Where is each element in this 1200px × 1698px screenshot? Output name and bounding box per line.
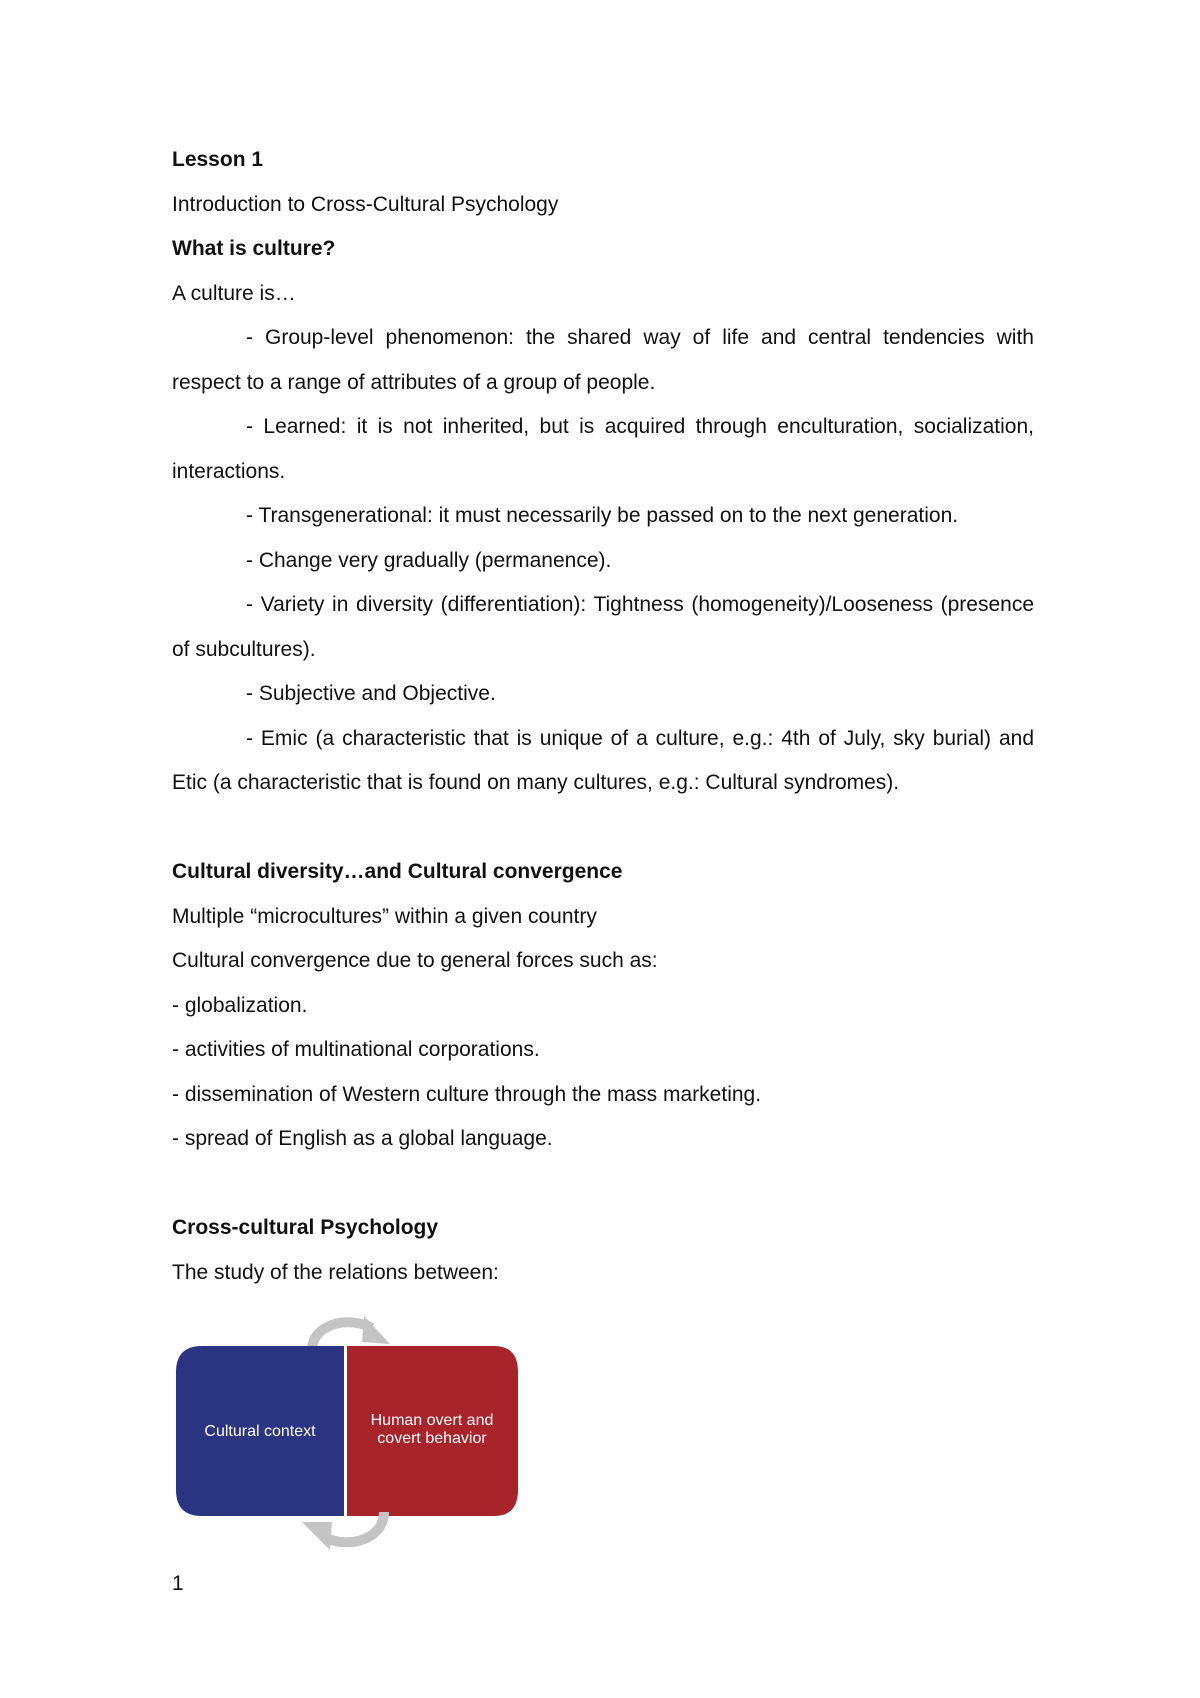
list-item: - Group-level phenomenon: the shared way of life and central tendencies with respect to a range of attributes of a group of people. [172, 326, 1034, 394]
paragraph-line: Multiple “microcultures” within a given country [172, 904, 597, 928]
bottom-cycle-arrow-icon [302, 1512, 384, 1550]
relations-diagram [172, 1300, 522, 1560]
paragraph-line: Cultural convergence due to general forces such as: [172, 949, 658, 972]
document-title: Introduction to Cross-Cultural Psychology [172, 192, 559, 216]
list-item: - spread of English as a global language. [172, 1127, 553, 1150]
list-item: - Subjective and Objective. [246, 682, 496, 705]
list-item: - globalization. [172, 993, 308, 1017]
list-item: - Variety in diversity (differentiation): Tightness (homogeneity)/Looseness (presence of subcultures). [172, 593, 1034, 661]
relations-diagram-svg [172, 1300, 522, 1560]
top-cycle-arrow-icon [312, 1316, 390, 1350]
list-item: - Change very gradually (permanence). [246, 548, 612, 572]
section-heading-cultural-diversity: Cultural diversity…and Cultural convergence [172, 860, 623, 883]
spacer [172, 806, 1034, 851]
list-item: - Learned: it is not inherited, but is acquired through enculturation, socialization, interactions. [172, 415, 1034, 483]
cultural-context-label: Cultural context [204, 1423, 316, 1440]
list-item: - Transgenerational: it must necessarily be passed on to the next generation. [246, 504, 959, 527]
section-heading-cross-cultural: Cross-cultural Psychology [172, 1216, 439, 1239]
human-behavior-label-line2: covert behavior [377, 1430, 487, 1447]
spacer [172, 1162, 1034, 1207]
document-body [172, 138, 1034, 1295]
section-heading-what-is-culture: What is culture? [172, 237, 336, 260]
list-item: - Emic (a characteristic that is unique of a culture, e.g.: 4th of July, sky burial) and Etic (a characteristic that is found on many cultures, e.g.: Cultural syndromes). [172, 726, 1034, 794]
list-item: - activities of multinational corporations. [172, 1038, 540, 1061]
list-item: - dissemination of Western culture through the mass marketing. [172, 1082, 762, 1106]
page-number: 1 [172, 1572, 184, 1595]
lesson-label: Lesson 1 [172, 148, 264, 171]
section-intro: A culture is… [172, 281, 296, 305]
human-behavior-label-line1: Human overt and [370, 1412, 494, 1429]
paragraph-line: The study of the relations between: [172, 1260, 499, 1284]
